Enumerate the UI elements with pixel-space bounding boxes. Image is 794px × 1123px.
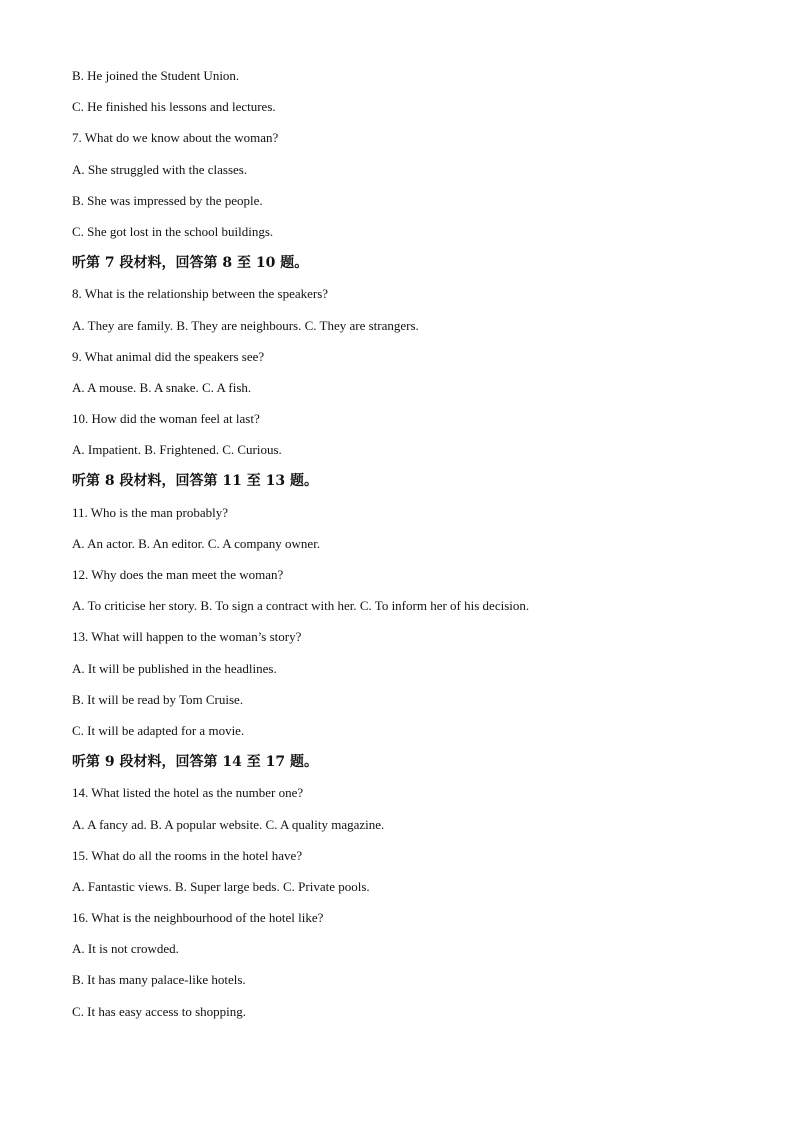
option-line: A. They are family. B. They are neighbours. C. They are strangers.	[72, 317, 419, 333]
option-line: A. Fantastic views. B. Super large beds. C. Private pools.	[72, 878, 370, 894]
section-heading: 听第 8 段材料，回答第 11 至 13 题。	[72, 473, 318, 490]
question-line: 10. How did the woman feel at last?	[72, 411, 260, 427]
option-line: C. It has easy access to shopping.	[72, 1003, 247, 1019]
option-line: B. It has many palace-like hotels.	[72, 972, 246, 988]
option-line: A. It will be published in the headlines.	[72, 660, 277, 676]
option-line: A. Impatient. B. Frightened. C. Curious.	[72, 442, 282, 458]
question-line: 9. What animal did the speakers see?	[72, 348, 265, 364]
section-heading: 听第 7 段材料，回答第 8 至 10 题。	[72, 255, 309, 272]
question-line: 16. What is the neighbourhood of the hotel like?	[72, 910, 324, 926]
question-line: 15. What do all the rooms in the hotel have?	[72, 847, 303, 863]
text-line: B. He joined the Student Union.	[72, 68, 240, 83]
question-line: 8. What is the relationship between the speakers?	[72, 286, 329, 302]
option-line: A. An actor. B. An editor. C. A company owner.	[72, 535, 321, 551]
question-line: 7. What do we know about the woman?	[72, 130, 279, 146]
option-line: B. It will be read by Tom Cruise.	[72, 691, 244, 707]
option-line: A. A mouse. B. A snake. C. A fish.	[72, 379, 252, 395]
option-line: A. A fancy ad. B. A popular website. C. A quality magazine.	[72, 816, 385, 832]
question-line: 11. Who is the man probably?	[72, 504, 228, 520]
section-heading: 听第 9 段材料，回答第 14 至 17 题。	[72, 754, 318, 771]
option-line: A. She struggled with the classes.	[72, 161, 248, 177]
document-page	[72, 66, 732, 1033]
option-line: A. It is not crowded.	[72, 941, 179, 957]
option-line: A. To criticise her story. B. To sign a contract with her. C. To inform her of his decision.	[72, 598, 530, 614]
question-line: 12. Why does the man meet the woman?	[72, 567, 284, 582]
question-line: 13. What will happen to the woman’s story?	[72, 629, 302, 645]
option-line: C. She got lost in the school buildings.	[72, 223, 274, 239]
option-line: C. It will be adapted for a movie.	[72, 722, 245, 738]
text-line: C. He finished his lessons and lectures.	[72, 99, 276, 115]
question-line: 14. What listed the hotel as the number one?	[72, 785, 304, 801]
option-line: B. She was impressed by the people.	[72, 192, 263, 208]
